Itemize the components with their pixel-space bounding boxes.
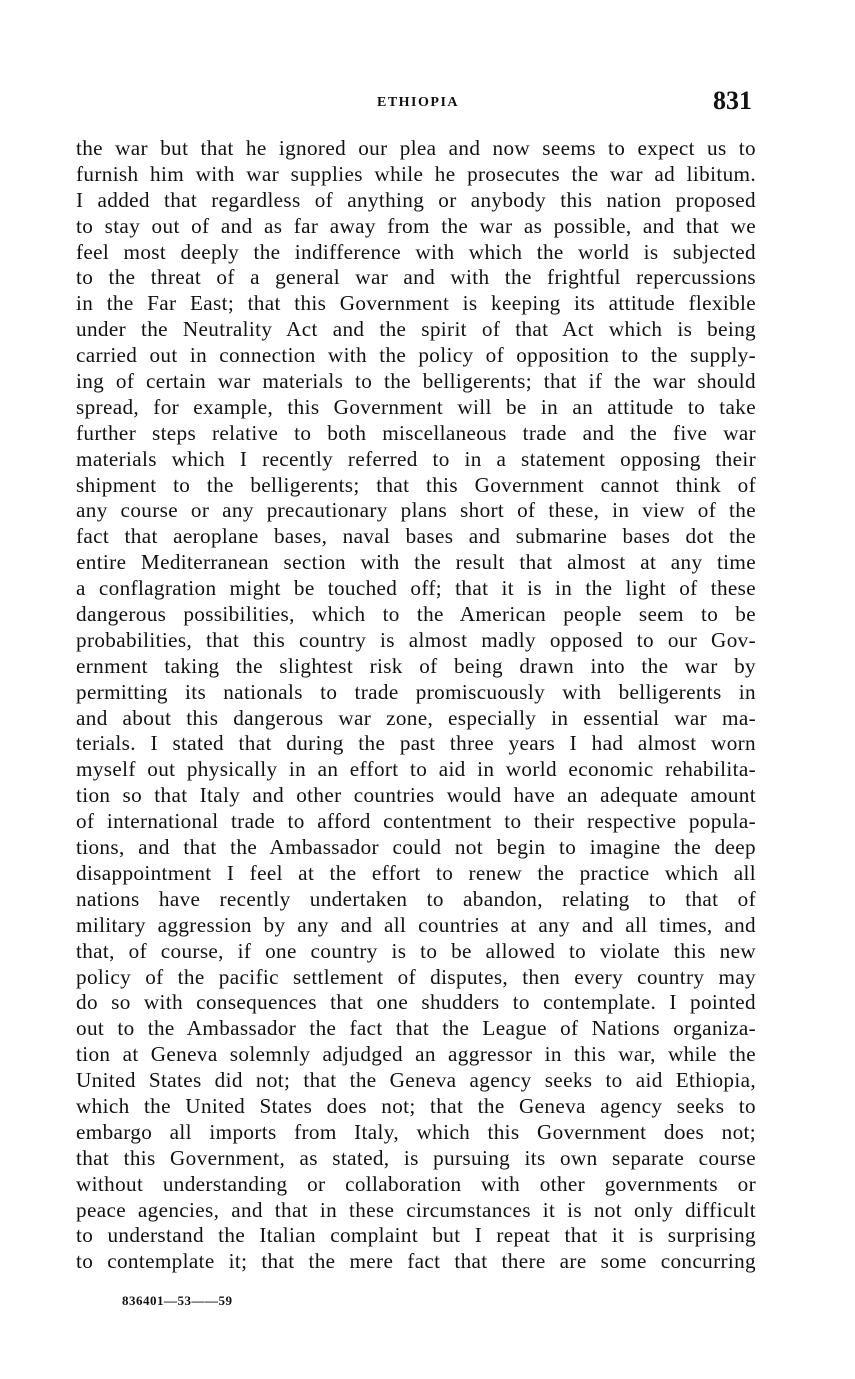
text-line: fact that aeroplane bases, naval bases and submarine bases dot the: [76, 524, 756, 549]
text-line: peace agencies, and that in these circumstances it is not only difficult: [76, 1197, 756, 1222]
text-line: to stay out of and as far away from the war as possible, and that we: [76, 213, 756, 238]
text-line: ing of certain war materials to the belligerents; that if the war should: [76, 369, 756, 394]
text-line: disappointment I feel at the effort to renew the practice which all: [76, 860, 756, 885]
text-line: dangerous possibilities, which to the American people seem to be: [76, 602, 756, 627]
print-code: 836401—53——59: [122, 1293, 233, 1308]
text-line: military aggression by any and all countries at any and all times, and: [76, 912, 756, 937]
text-line: to the threat of a general war and with the frightful repercussions: [76, 265, 756, 290]
text-line: and about this dangerous war zone, especially in essential war ma-: [76, 705, 756, 730]
text-line: that, of course, if one country is to be allowed to violate this new: [76, 938, 756, 963]
text-line: materials which I recently referred to in a statement opposing their: [76, 446, 756, 471]
text-line: under the Neutrality Act and the spirit of that Act which is being: [76, 317, 756, 342]
text-line: of international trade to afford contentment to their respective popula-: [76, 809, 756, 834]
text-line: shipment to the belligerents; that this Government cannot think of: [76, 472, 756, 497]
text-line: that this Government, as stated, is pursuing its own separate course: [76, 1145, 756, 1170]
text-line: tion so that Italy and other countries would have an adequate amount: [76, 783, 756, 808]
text-line: do so with consequences that one shudders to contemplate. I pointed: [76, 990, 756, 1015]
text-line: terials. I stated that during the past three years I had almost worn: [76, 731, 756, 756]
body-text: [76, 136, 756, 1275]
text-line: tion at Geneva solemnly adjudged an aggressor in this war, while the: [76, 1042, 756, 1067]
text-line: entire Mediterranean section with the result that almost at any time: [76, 550, 756, 575]
text-line: which the United States does not; that the Geneva agency seeks to: [76, 1093, 756, 1118]
text-line: further steps relative to both miscellaneous trade and the five war: [76, 420, 756, 445]
text-line: out to the Ambassador the fact that the League of Nations organiza-: [76, 1016, 756, 1041]
running-head: [82, 88, 754, 122]
text-line: nations have recently undertaken to abandon, relating to that of: [76, 886, 756, 911]
text-line: a conflagration might be touched off; that it is in the light of these: [76, 576, 756, 601]
text-line: United States did not; that the Geneva agency seeks to aid Ethiopia,: [76, 1068, 756, 1093]
text-line: carried out in connection with the policy of opposition to the supply-: [76, 343, 756, 368]
text-line: feel most deeply the indifference with which the world is subjected: [76, 239, 756, 264]
section-title: ETHIOPIA: [376, 95, 459, 110]
text-line: spread, for example, this Government will be in an attitude to take: [76, 394, 756, 419]
text-line: any course or any precautionary plans short of these, in view of the: [76, 498, 756, 523]
text-line: tions, and that the Ambassador could not begin to imagine the deep: [76, 835, 756, 860]
text-line: to contemplate it; that the mere fact that there are some concurring: [76, 1249, 756, 1274]
text-line: myself out physically in an effort to aid in world economic rehabilita-: [76, 757, 756, 782]
text-line: embargo all imports from Italy, which this Government does not;: [76, 1119, 756, 1144]
text-line: without understanding or collaboration with other governments or: [76, 1171, 756, 1196]
text-line: to understand the Italian complaint but I repeat that it is surprising: [76, 1223, 756, 1248]
text-line: permitting its nationals to trade promiscuously with belligerents in: [76, 679, 756, 704]
text-line: ernment taking the slightest risk of being drawn into the war by: [76, 653, 756, 678]
text-line: in the Far East; that this Government is keeping its attitude flexible: [76, 291, 756, 316]
page-number: 831: [713, 86, 752, 115]
text-line: furnish him with war supplies while he prosecutes the war ad libitum.: [76, 161, 756, 186]
text-line: probabilities, that this country is almost madly opposed to our Gov-: [76, 627, 756, 652]
text-line: the war but that he ignored our plea and now seems to expect us to: [76, 136, 756, 160]
text-line: policy of the pacific settlement of disputes, then every country may: [76, 964, 756, 989]
text-line: I added that regardless of anything or anybody this nation proposed: [76, 187, 756, 212]
